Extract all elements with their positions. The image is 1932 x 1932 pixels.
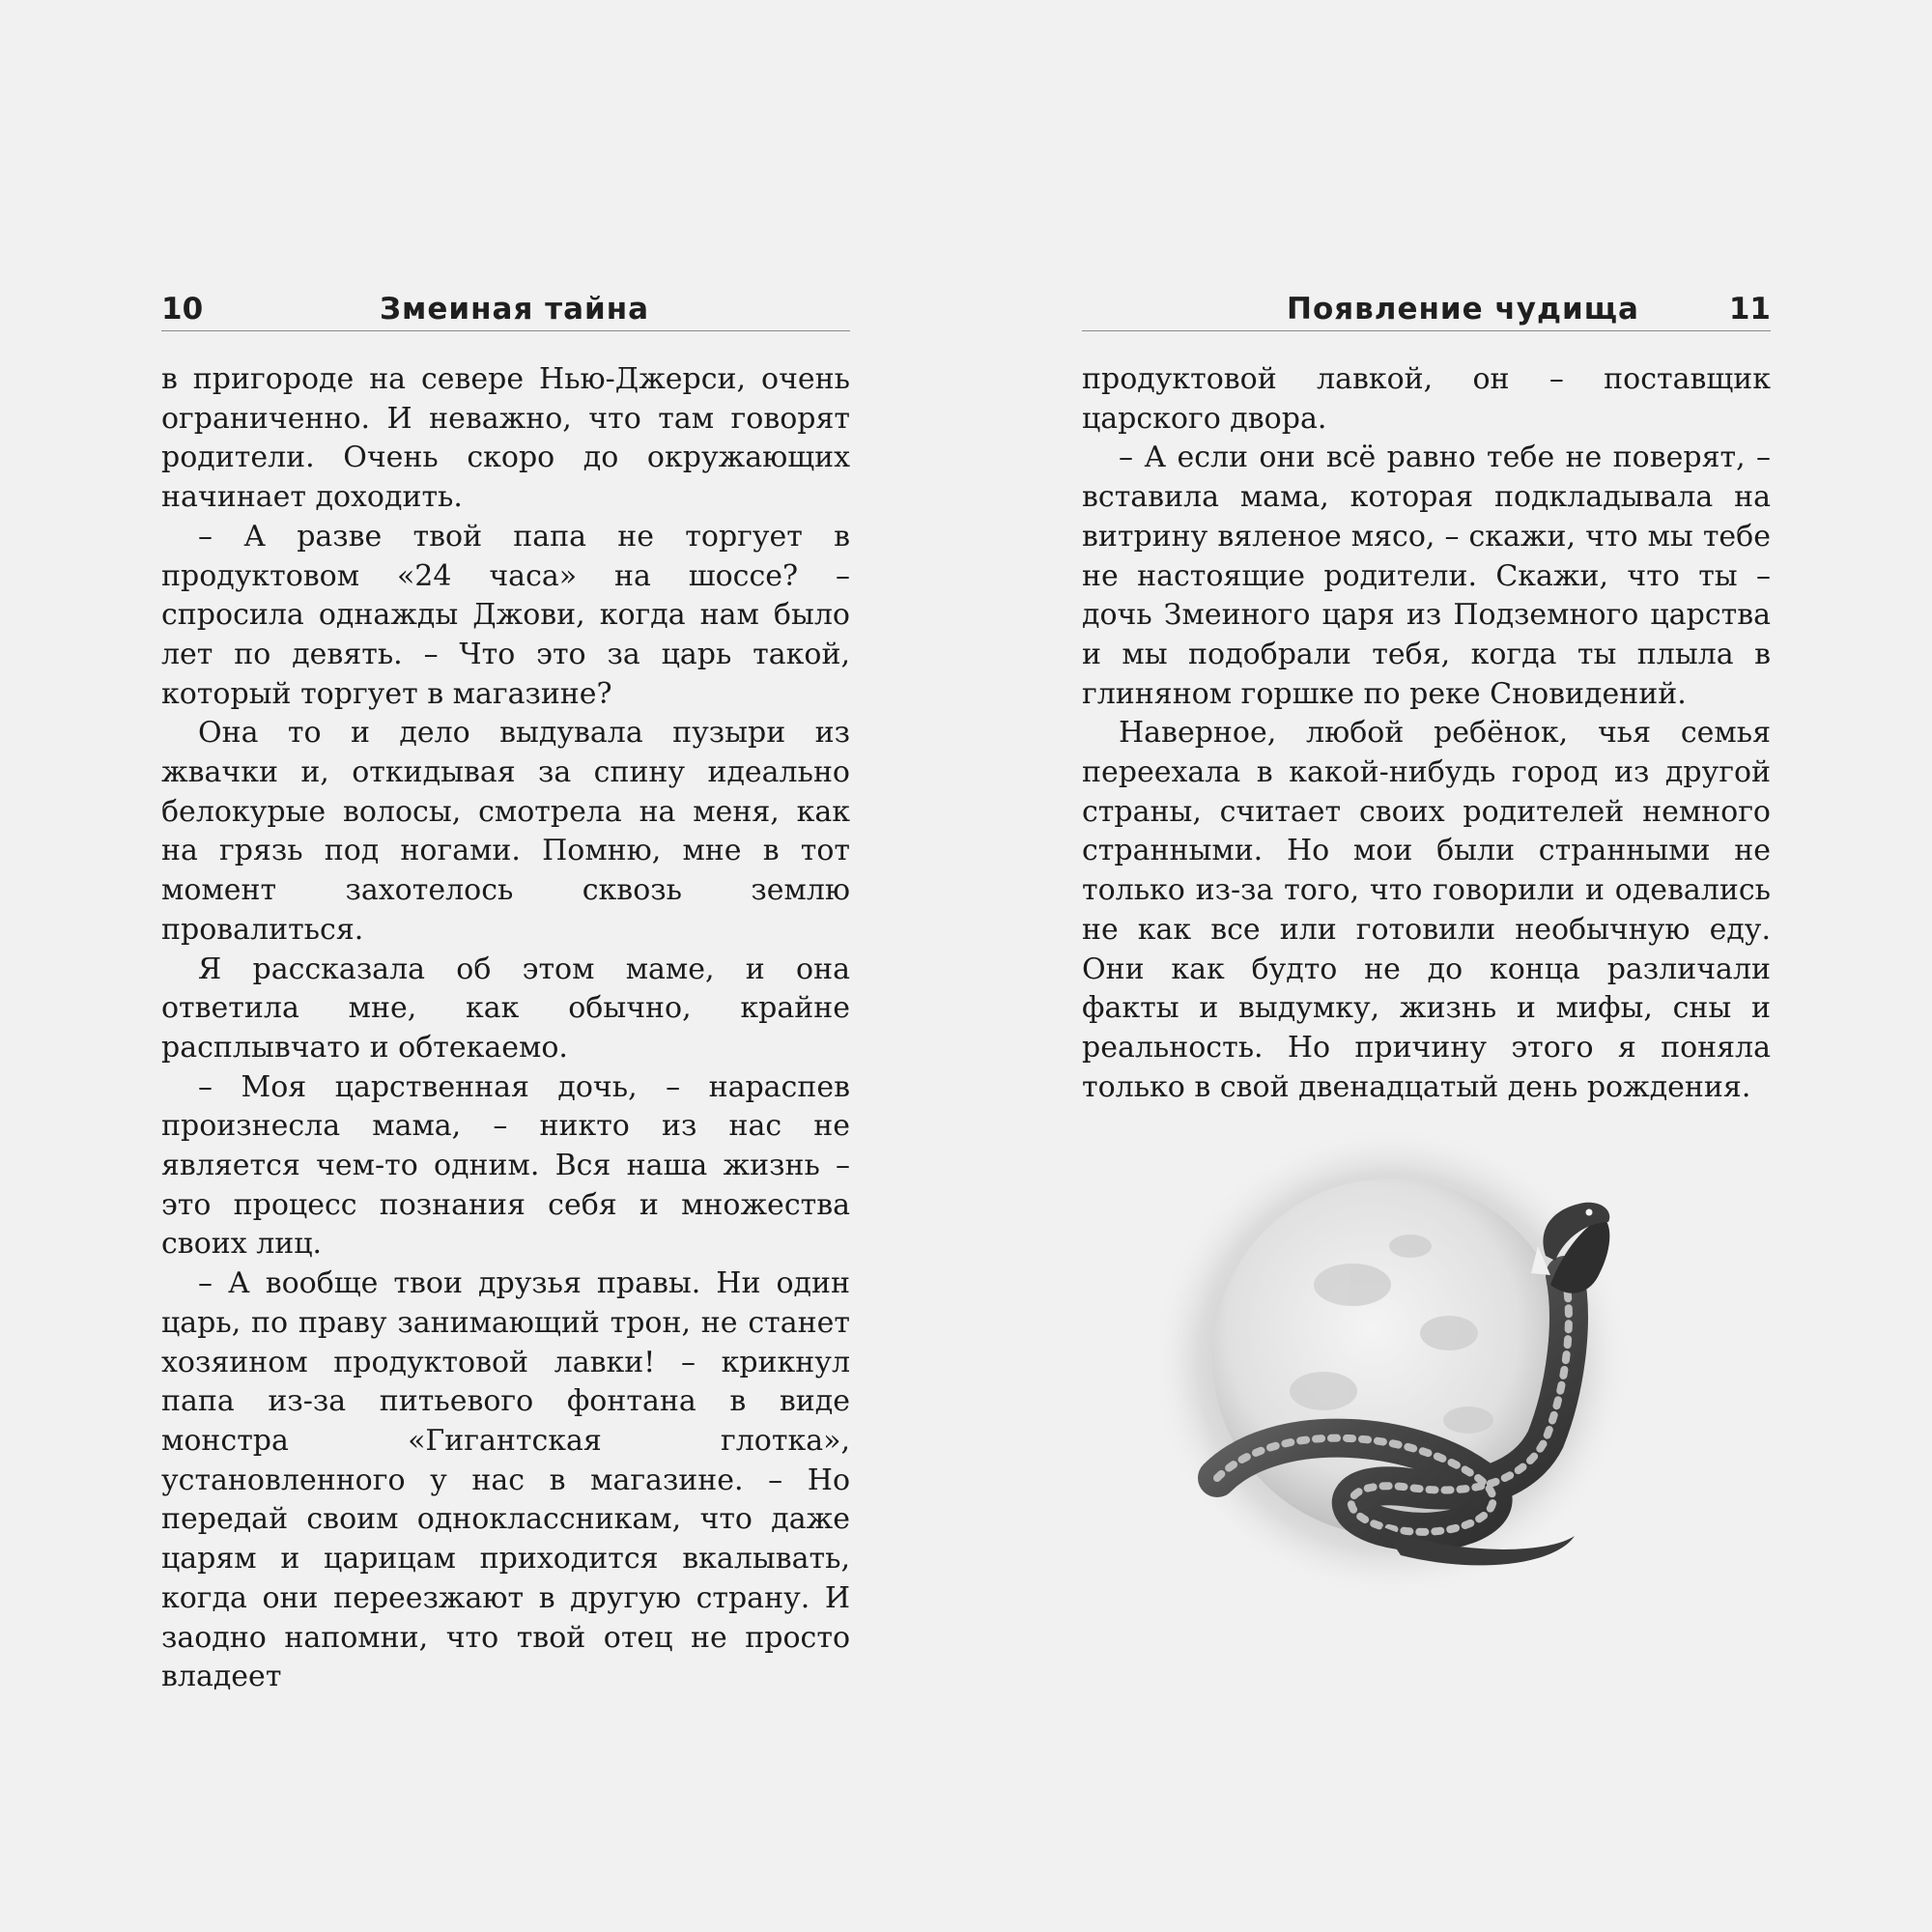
paragraph: Она то и дело выдувала пузыри из жвачки и, откидывая за спину идеально белокурые волосы, смотрела на меня, как на грязь под ногами. Помню, мне в тот момент захотелось сквозь землю провалиться. (161, 716, 850, 947)
left-running-head (161, 290, 850, 331)
paragraph: – А если они всё равно тебе не поверят, – вставила мама, которая подкладывала на витрину вяленое мясо, – скажи, что мы тебе не настоящие родители. Скажи, что ты – дочь Змеиного царя из Подземного царства и мы подобрали тебя, когда ты плыла в глиняном горшке по реке Сновидений. (1082, 440, 1771, 711)
paragraph: продуктовой лавкой, он – поставщик царского двора. (1082, 362, 1771, 436)
left-page-number: 10 (161, 292, 204, 327)
left-running-title: Змеиная тайна (380, 292, 650, 327)
right-page-number: 11 (1728, 292, 1771, 327)
snake-moon-image (1159, 1130, 1681, 1613)
paragraph: в пригороде на севере Нью-Джерси, очень ограниченно. И неважно, что там говорят родители. Очень скоро до окружающих начинает доходить. (161, 362, 850, 515)
right-running-head (1082, 290, 1771, 331)
paragraph: – Моя царственная дочь, – нараспев произнесла мама, – никто из нас не является чем-то одним. Вся наша жизнь – это процесс познания себя и множества своих лиц. (161, 1069, 850, 1262)
snake-moon-illustration (1159, 1130, 1681, 1613)
right-running-title: Появление чудища (1287, 292, 1639, 327)
paragraph: – А вообще твои друзья правы. Ни один царь, по праву занимающий трон, не станет хозяином продуктовой лавки! – крикнул папа из-за питьевого фонтана в виде монстра «Гигантская глотка», установленного у нас в магазине. – Но передай своим одноклассникам, что даже царям и царицам приходится вкалывать, когда они переезжают в другую страну. И заодно напомни, что твой отец не просто владеет (161, 1266, 850, 1694)
right-page (1082, 290, 1771, 1107)
left-page (161, 290, 850, 1697)
paragraph: – А разве твой папа не торгует в продуктовом «24 часа» на шоссе? – спросила однажды Джови, когда нам было лет по девять. – Что это за царь такой, который торгует в магазине? (161, 519, 850, 711)
left-body-text (161, 360, 850, 1697)
paragraph: Я рассказала об этом маме, и она ответила мне, как обычно, крайне расплывчато и обтекаемо. (161, 952, 850, 1065)
right-body-text (1082, 360, 1771, 1107)
paragraph: Наверное, любой ребёнок, чья семья переехала в какой-нибудь город из другой страны, считает своих родителей немного странными. Но мои были странными не только из-за того, что говорили и одевались не как все или готовили необычную еду. Они как будто не до конца различали факты и выдумку, жизнь и мифы, сны и реальность. Но причину этого я поняла только в свой двенадцатый день рождения. (1082, 716, 1771, 1104)
